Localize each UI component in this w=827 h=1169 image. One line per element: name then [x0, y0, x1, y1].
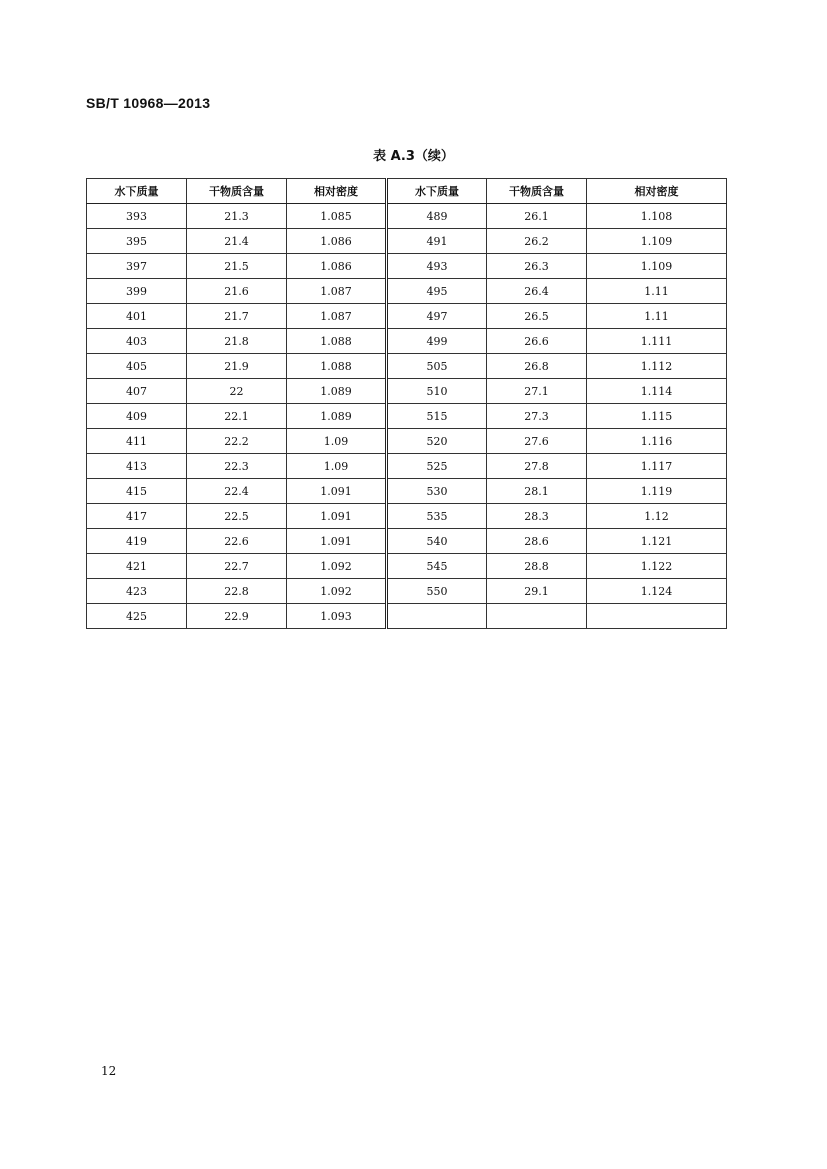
- table-cell: 1.121: [587, 529, 727, 554]
- standard-number: SB/T 10968—2013: [86, 95, 211, 111]
- table-cell: 21.4: [187, 229, 287, 254]
- table-body: [87, 204, 727, 629]
- table-cell: 1.086: [287, 229, 387, 254]
- table-cell: 409: [87, 404, 187, 429]
- table-cell: 28.1: [487, 479, 587, 504]
- table-cell: 1.111: [587, 329, 727, 354]
- table-row: [87, 554, 727, 579]
- table-row: [87, 529, 727, 554]
- table-cell: [587, 604, 727, 629]
- table-cell: 27.1: [487, 379, 587, 404]
- table-cell: 1.091: [287, 504, 387, 529]
- table-row: [87, 304, 727, 329]
- table-cell: 21.5: [187, 254, 287, 279]
- table-cell: 540: [387, 529, 487, 554]
- table-cell: 550: [387, 579, 487, 604]
- table-cell: 1.085: [287, 204, 387, 229]
- table-cell: [387, 604, 487, 629]
- table-caption: 表 A.3（续）: [373, 149, 454, 164]
- table-cell: 407: [87, 379, 187, 404]
- table-cell: 395: [87, 229, 187, 254]
- table-cell: 495: [387, 279, 487, 304]
- table-cell: 28.3: [487, 504, 587, 529]
- table-cell: 1.114: [587, 379, 727, 404]
- table-cell: 22.2: [187, 429, 287, 454]
- table-cell: 401: [87, 304, 187, 329]
- table-row: [87, 579, 727, 604]
- table-cell: 1.115: [587, 404, 727, 429]
- table-cell: 21.7: [187, 304, 287, 329]
- table-row: [87, 454, 727, 479]
- table-cell: 22.7: [187, 554, 287, 579]
- table-row: [87, 254, 727, 279]
- table-cell: 28.6: [487, 529, 587, 554]
- table-row: [87, 604, 727, 629]
- column-header-underwater-weight: 水下质量: [87, 179, 187, 204]
- table-row: [87, 429, 727, 454]
- table-cell: 1.086: [287, 254, 387, 279]
- table-cell: 1.12: [587, 504, 727, 529]
- table-cell: 545: [387, 554, 487, 579]
- table-cell: 1.11: [587, 279, 727, 304]
- table-cell: 1.089: [287, 404, 387, 429]
- table-cell: 411: [87, 429, 187, 454]
- table-cell: 510: [387, 379, 487, 404]
- table-cell: 493: [387, 254, 487, 279]
- table-cell: 1.091: [287, 529, 387, 554]
- table-cell: 26.8: [487, 354, 587, 379]
- column-header-dry-matter: 干物质含量: [487, 179, 587, 204]
- table-cell: 27.8: [487, 454, 587, 479]
- table-cell: 1.088: [287, 329, 387, 354]
- table-cell: 1.122: [587, 554, 727, 579]
- table-cell: 22.8: [187, 579, 287, 604]
- table-row: [87, 229, 727, 254]
- table-cell: 1.109: [587, 229, 727, 254]
- table-cell: 491: [387, 229, 487, 254]
- table-cell: 497: [387, 304, 487, 329]
- table-cell: 520: [387, 429, 487, 454]
- table-cell: 417: [87, 504, 187, 529]
- table-cell: 22.4: [187, 479, 287, 504]
- table-cell: 26.6: [487, 329, 587, 354]
- table-cell: 515: [387, 404, 487, 429]
- table-row: [87, 354, 727, 379]
- table-cell: 1.087: [287, 304, 387, 329]
- table-cell: 1.088: [287, 354, 387, 379]
- table-cell: 1.11: [587, 304, 727, 329]
- column-header-dry-matter: 干物质含量: [187, 179, 287, 204]
- table-cell: 525: [387, 454, 487, 479]
- table-cell: 21.9: [187, 354, 287, 379]
- table-row: [87, 379, 727, 404]
- table-cell: 26.4: [487, 279, 587, 304]
- table-cell: 1.087: [287, 279, 387, 304]
- table-cell: 1.093: [287, 604, 387, 629]
- table-cell: 421: [87, 554, 187, 579]
- table-cell: 1.116: [587, 429, 727, 454]
- table-cell: 1.09: [287, 429, 387, 454]
- table-cell: 1.117: [587, 454, 727, 479]
- table-cell: 413: [87, 454, 187, 479]
- table-cell: 22.6: [187, 529, 287, 554]
- table-cell: 1.109: [587, 254, 727, 279]
- table-cell: 1.09: [287, 454, 387, 479]
- table-cell: 499: [387, 329, 487, 354]
- table-cell: 403: [87, 329, 187, 354]
- table-cell: 423: [87, 579, 187, 604]
- column-header-underwater-weight: 水下质量: [387, 179, 487, 204]
- table-cell: 29.1: [487, 579, 587, 604]
- table-cell: 405: [87, 354, 187, 379]
- table-cell: 489: [387, 204, 487, 229]
- table-cell: 1.091: [287, 479, 387, 504]
- table-cell: 1.119: [587, 479, 727, 504]
- table-cell: 530: [387, 479, 487, 504]
- table-cell: 27.6: [487, 429, 587, 454]
- table-cell: 22: [187, 379, 287, 404]
- table-cell: 21.8: [187, 329, 287, 354]
- table-cell: 22.3: [187, 454, 287, 479]
- table-cell: 1.112: [587, 354, 727, 379]
- table-cell: [487, 604, 587, 629]
- table-cell: 28.8: [487, 554, 587, 579]
- page-number: 12: [101, 1064, 117, 1078]
- table-header-row: [87, 179, 727, 204]
- table-cell: 1.092: [287, 554, 387, 579]
- table-cell: 21.3: [187, 204, 287, 229]
- table-cell: 505: [387, 354, 487, 379]
- table-cell: 393: [87, 204, 187, 229]
- table-cell: 425: [87, 604, 187, 629]
- table-row: [87, 504, 727, 529]
- column-header-relative-density: 相对密度: [587, 179, 727, 204]
- table-cell: 26.1: [487, 204, 587, 229]
- table-cell: 535: [387, 504, 487, 529]
- table-row: [87, 329, 727, 354]
- table-row: [87, 479, 727, 504]
- table-cell: 415: [87, 479, 187, 504]
- table-cell: 26.2: [487, 229, 587, 254]
- density-table: [86, 178, 727, 629]
- table-cell: 1.092: [287, 579, 387, 604]
- table-cell: 26.5: [487, 304, 587, 329]
- table-row: [87, 279, 727, 304]
- table-cell: 397: [87, 254, 187, 279]
- column-header-relative-density: 相对密度: [287, 179, 387, 204]
- table-cell: 21.6: [187, 279, 287, 304]
- table-cell: 22.5: [187, 504, 287, 529]
- table-cell: 1.108: [587, 204, 727, 229]
- table-cell: 419: [87, 529, 187, 554]
- table-cell: 22.9: [187, 604, 287, 629]
- table-cell: 1.089: [287, 379, 387, 404]
- table-cell: 1.124: [587, 579, 727, 604]
- table-cell: 399: [87, 279, 187, 304]
- table-cell: 27.3: [487, 404, 587, 429]
- table-cell: 26.3: [487, 254, 587, 279]
- table-row: [87, 204, 727, 229]
- table-cell: 22.1: [187, 404, 287, 429]
- table-row: [87, 404, 727, 429]
